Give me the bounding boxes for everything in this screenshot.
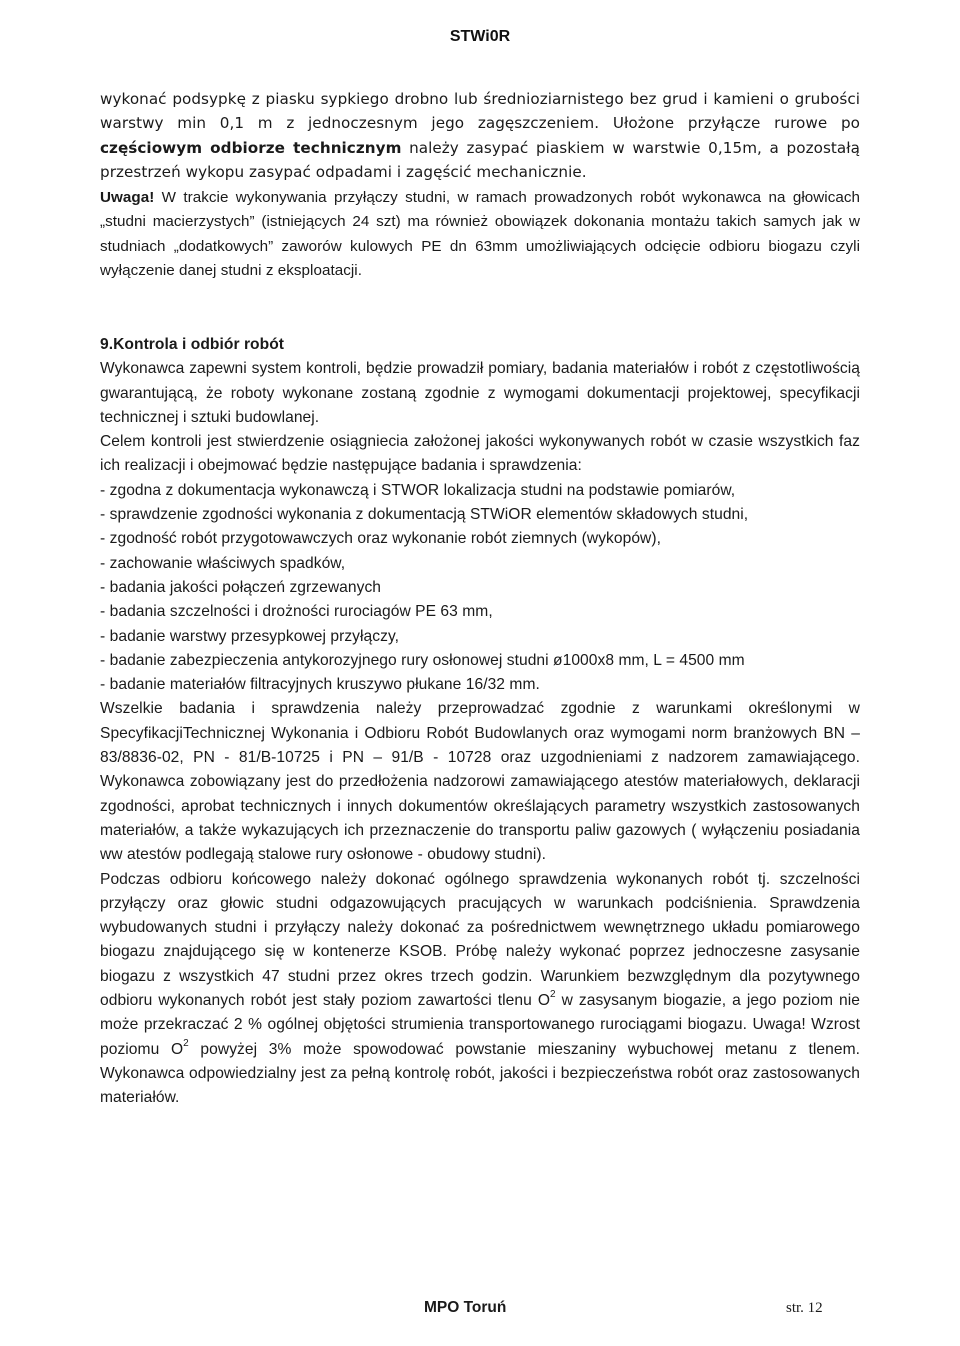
intro-text-b: należy zasypać piaskiem w warstwie 0,15m, a pozostałą przestrzeń wykopu zasypać odpadami i zagęścić mechanicznie. xyxy=(100,138,860,181)
check-list-item: - badanie zabezpieczenia antykorozyjnego rury osłonowej studni ø1000x8 mm, L = 4500 mm xyxy=(100,651,745,669)
section-paragraph-4 xyxy=(100,868,860,1111)
intro-bold-text: częściowym odbiorze technicznym xyxy=(100,138,402,157)
intro-paragraph-2 xyxy=(100,186,860,283)
footer-company: MPO Toruń xyxy=(424,1299,507,1316)
check-list-item: - badanie materiałów filtracyjnych kruszywo płukane 16/32 mm. xyxy=(100,676,540,694)
section-9 xyxy=(100,333,860,1111)
check-list-item: - badania jakości połączeń zgrzewanych xyxy=(100,578,382,596)
warning-text: W trakcie wykonywania przyłączy studni, w ramach prowadzonych robót wykonawca na głowicach „studni macierzystych” (istniejących 24 szt) ma również obowiązek dokonania montażu takich samych jak w studniach „dodatkowych” zaworów kulowych PE dn 63mm umożliwiających odcięcie odbioru biogazu czyli wyłączenie danej studni z eksploatacji. xyxy=(100,189,860,279)
section-paragraph-3: Wszelkie badania i sprawdzenia należy przeprowadzać zgodnie z warunkami określonymi w SpecyfikacjiTechnicznej Wykonania i Odbioru Robót Budowlanych oraz wymogami norm branżowych BN – 83/8836-02, PN - 81/B-10725 i PN – 91/B - 10728 oraz uzgodnieniami z nadzorem zamawiającego. Wykonawca zobowiązany jest do przedłożenia nadzorowi zamawiającego atestów materiałowych, deklaracji zgodności, aprobat technicznych i innych dokumentów określających parametry wszystkich zastosowanych materiałów, a także wykazujących ich przeznaczenie do transportu paliw gazowych ( wyłączeniu posiadania ww atestów podlegają stalowe rury osłonowe - obudowy studni). xyxy=(100,700,860,864)
intro-paragraph-1 xyxy=(100,87,860,184)
section-paragraph-1: Wykonawca zapewni system kontroli, będzie prowadził pomiary, badania materiałów i robót z częstotliwością gwarantującą, że roboty wykonane zostaną zgodnie z wymogami dokumentacji projektowej, specyfikacji technicznej i sztuki budowlanej. xyxy=(100,360,860,426)
section-heading: 9.Kontrola i odbiór robót xyxy=(100,336,285,353)
check-list-item: - zgodność robót przygotowawczych oraz wykonanie robót ziemnych (wykopów), xyxy=(100,530,661,548)
check-list-item: - badanie warstwy przesypkowej przyłączy, xyxy=(100,627,400,645)
oxygen-subscript: 2 xyxy=(183,1037,189,1049)
section-paragraph-2: Celem kontroli jest stwierdzenie osiągniecia założonej jakości wykonywanych robót w czasie wszystkich faz ich realizacji i obejmować będzie następujące badania i sprawdzenia: xyxy=(100,433,860,475)
check-list-item: - badania szczelności i drożności rurociagów PE 63 mm, xyxy=(100,603,493,621)
para4-text-c: powyżej 3% może spowodować powstanie mieszaniny wybuchowej metanu z tlenem. Wykonawca odpowiedzialny jest za pełną kontrolę robót, jakości i bezpieczeństwa robót oraz zastosowanych materiałów. xyxy=(100,1040,860,1107)
intro-text-a: wykonać podsypkę z piasku sypkiego drobno lub średnioziarnistego bez grud i kamieni o grubości warstwy min 0,1 m z jednoczesnym jego zagęszczeniem. Ułożone przyłącze rurowe po xyxy=(100,90,860,133)
check-list-item: - zgodna z dokumentacja wykonawczą i STWOR lokalizacja studni na podstawie pomiarów, xyxy=(100,481,736,499)
warning-label: Uwaga! xyxy=(100,189,155,206)
check-list-item: - zachowanie właściwych spadków, xyxy=(100,554,346,572)
para4-text-b: w zasysanym biogazie, a jego poziom nie może przekraczać 2 % ogólnej objętości strumienia transportowanego rurociągami biogazu. Uwaga! Wzrost poziomu O xyxy=(100,992,860,1058)
check-list-item: - sprawdzenie zgodności wykonania z dokumentacją STWiOR elementów składowych studni, xyxy=(100,506,749,524)
page-header-title: STWi0R xyxy=(449,28,511,45)
oxygen-subscript: 2 xyxy=(550,989,556,1001)
footer-page-number: str. 12 xyxy=(786,1300,823,1316)
para4-text-a: Podczas odbioru końcowego należy dokonać ogólnego sprawdzenia wykonanych robót tj. szczelności przyłączy oraz głowic studni odgazowujących pracujących w warunkach podciśnienia. Sprawdzenia wybudowanych studni i przyłączy należy dokonać za pośrednictwem wewnętrznego układu pomiarowego biogazu znajdującego się w kontenerze KSOB. Próbę należy wykonać poprzez jednoczesne zasysanie biogazu z wszystkich 47 studni przez okres trzech godzin. Warunkiem bezwzględnym dla pozytywnego odbioru wykonanych robót jest stały poziom zawartości tlenu O xyxy=(100,870,860,1010)
